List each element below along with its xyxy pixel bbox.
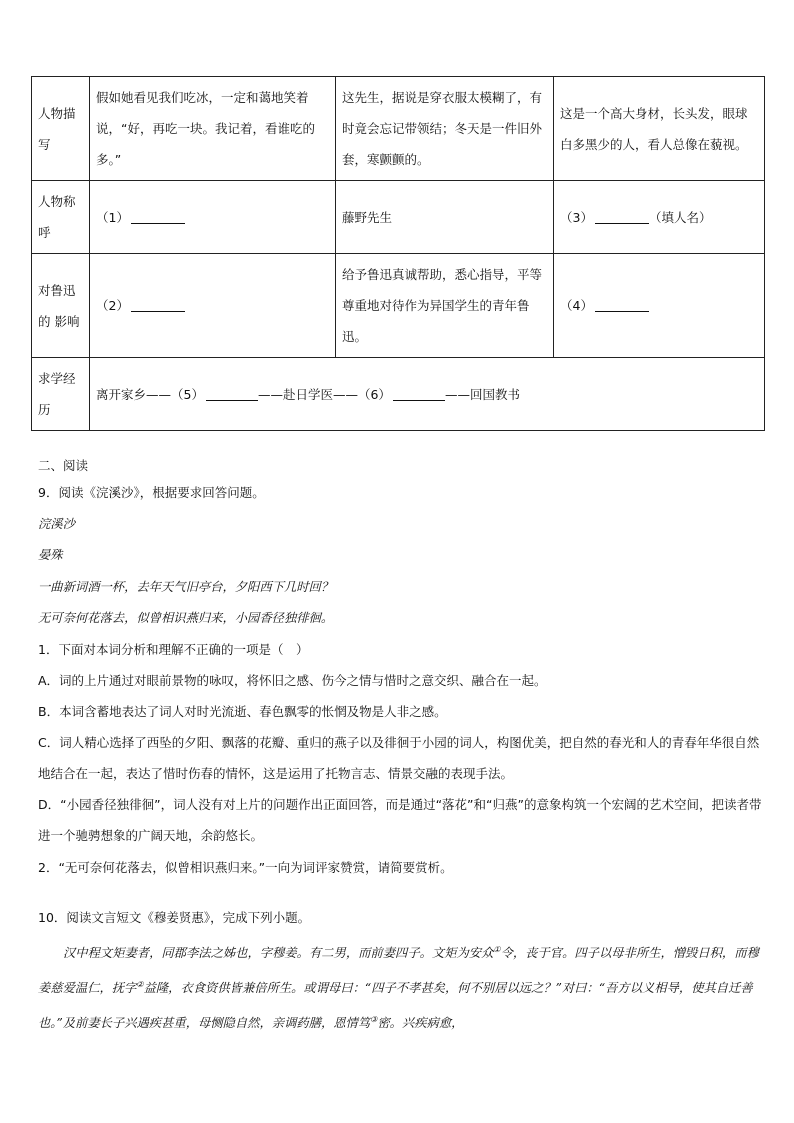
table-cell: 这是一个高大身材，长头发，眼球白多黑少的人，看人总像在藐视。 bbox=[554, 77, 765, 181]
answer-blank[interactable] bbox=[131, 297, 185, 312]
answer-blank[interactable] bbox=[595, 209, 649, 224]
option-a[interactable]: A．词的上片通过对眼前景物的咏叹，将怀旧之感、伤今之情与惜时之意交织、融合在一起。 bbox=[38, 673, 547, 688]
table-cell: 藤野先生 bbox=[336, 181, 554, 254]
table-cell: 假如她看见我们吃冰，一定和蔼地笑着说，“好，再吃一块。我记着，看谁吃的多。” bbox=[90, 77, 336, 181]
poem-title: 浣溪沙 bbox=[38, 517, 75, 531]
table-cell: 这先生，据说是穿衣服太模糊了，有时竟会忘记带领结；冬天是一件旧外套，寒颤颤的。 bbox=[336, 77, 554, 181]
path-step: ——回国教书 bbox=[444, 386, 520, 402]
table-cell bbox=[90, 254, 336, 358]
sub-question-1: 1．下面对本词分析和理解不正确的一项是（ ） bbox=[38, 642, 309, 657]
row-label: 人物描写 bbox=[32, 77, 90, 181]
path-step: ——赴日学医——（6） bbox=[257, 386, 391, 402]
classical-text bbox=[38, 934, 762, 1039]
footnote-marker: ① bbox=[493, 945, 501, 954]
footnote-marker: ③ bbox=[370, 1015, 378, 1025]
row-label: 求学经历 bbox=[32, 358, 90, 431]
section-heading: 二、阅读 bbox=[38, 458, 89, 473]
blank-hint: （填人名） bbox=[648, 209, 712, 225]
blank-number: （2） bbox=[96, 298, 129, 313]
table-cell bbox=[554, 254, 765, 358]
classical-fragment: 益隆，衣食资供皆兼倍所生。或谓母曰：“四子不孝甚矣，何不别居以远之？”对曰：“吾方以义相导，使其自迁善也。”及前妻长子兴遇疾甚重，母恻隐自然，亲调药膳，恩情笃 bbox=[38, 981, 753, 1031]
footnote-marker: ② bbox=[136, 980, 144, 990]
classical-fragment: 密。兴疾病愈， bbox=[377, 1016, 464, 1031]
blank-number: （1） bbox=[96, 209, 129, 225]
info-table bbox=[31, 76, 765, 431]
path-step: 离开家乡——（5） bbox=[96, 386, 204, 402]
option-d[interactable]: D．“小园香径独徘徊”，词人没有对上片的问题作出正面回答，而是通过“落花”和“归燕”的意象构筑一个宏阔的艺术空间，把读者带进一个驰骋想象的广阔天地，余韵悠长。 bbox=[38, 797, 762, 843]
question-9: 9．阅读《浣溪沙》，根据要求回答问题。 bbox=[38, 485, 265, 500]
sub-question-2: 2．“无可奈何花落去，似曾相识燕归来。”一向为词评家赞赏，请简要赏析。 bbox=[38, 860, 453, 875]
table-cell bbox=[90, 358, 765, 431]
table-row bbox=[32, 358, 765, 431]
table-row bbox=[32, 181, 765, 254]
answer-blank[interactable] bbox=[595, 297, 649, 312]
option-b[interactable]: B．本词含蓄地表达了词人对时光流逝、春色飘零的怅惘及物是人非之感。 bbox=[38, 704, 447, 719]
option-c[interactable]: C．词人精心选择了西坠的夕阳、飘落的花瓣、重归的燕子以及徘徊于小园的词人，构图优美，把自然的春光和人的青春年华很自然地结合在一起，表达了惜时伤春的情怀，这是运用了托物言志、情景交融的表现手法。 bbox=[38, 735, 760, 781]
answer-blank[interactable] bbox=[393, 386, 445, 401]
answer-blank[interactable] bbox=[131, 209, 185, 224]
table-cell: 给予鲁迅真诚帮助，悉心指导，平等尊重地对待作为异国学生的青年鲁迅。 bbox=[336, 254, 554, 358]
poem-line: 一曲新词酒一杯，去年天气旧亭台，夕阳西下几时回？ bbox=[38, 580, 334, 594]
poem-line: 无可奈何花落去，似曾相识燕归来，小园香径独徘徊。 bbox=[38, 611, 334, 625]
row-label: 人物称呼 bbox=[32, 181, 90, 254]
question-10: 10．阅读文言短文《穆姜贤惠》，完成下列小题。 bbox=[38, 910, 311, 925]
table-row bbox=[32, 254, 765, 358]
poem-author: 晏殊 bbox=[38, 548, 63, 562]
answer-blank[interactable] bbox=[206, 386, 258, 401]
table-cell bbox=[90, 181, 336, 254]
blank-number: （3） bbox=[560, 209, 593, 225]
row-label: 对鲁迅的 影响 bbox=[32, 254, 90, 358]
table-cell bbox=[554, 181, 765, 254]
blank-number: （4） bbox=[560, 298, 593, 313]
table-row bbox=[32, 77, 765, 181]
classical-fragment: 令，丧于官。四子以母非所生，憎毁日积，而穆姜慈爱温仁，抚字 bbox=[38, 946, 759, 996]
classical-fragment: 汉中程文矩妻者，同郡李法之姊也，字穆姜。有二男，而前妻四子。文矩为安众 bbox=[63, 946, 494, 961]
